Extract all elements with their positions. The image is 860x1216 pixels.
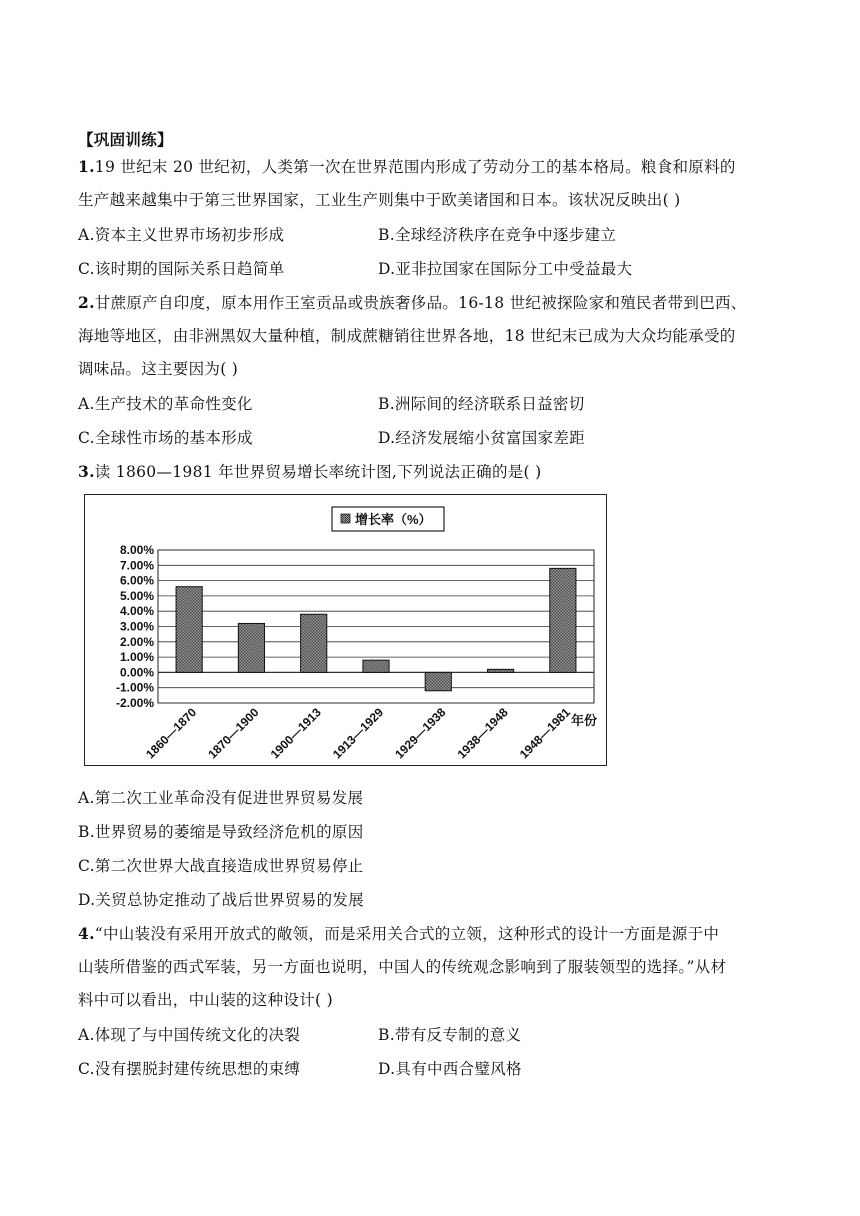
q3-option-b: B.世界贸易的萎缩是导致经济危机的原因 — [78, 823, 364, 841]
q3-option-d: D.关贸总协定推动了战后世界贸易的发展 — [78, 891, 365, 909]
q2-option-a: A.生产技术的革命性变化 — [78, 395, 253, 413]
q2-line-3: 调味品。这主要因为( ) — [78, 360, 239, 378]
q4-line-1 — [78, 924, 719, 944]
y-tick-label: -2.00% — [115, 696, 154, 710]
q2-line-2: 海地等地区，由非洲黑奴大量种植，制成蔗糖销往世界各地，18 世纪末已成为大众均能承受的 — [78, 327, 736, 345]
q1-text-1: 19 世纪末 20 世纪初，人类第一次在世界范围内形成了劳动分工的基本格局。粮食和原料的 — [94, 158, 736, 176]
q1-option-c: C.该时期的国际关系日趋简单 — [78, 260, 285, 278]
q2-text-1: 甘蔗原产自印度，原本用作王室贡品或贵族奢侈品。16-18 世纪被探险家和殖民者带到巴西、 — [94, 294, 747, 312]
x-tick-label: 1938—1948 — [454, 705, 511, 762]
q3-number: 3. — [78, 462, 95, 481]
x-tick-label: 1900—1913 — [267, 705, 324, 762]
x-tick-label: 1948—1981 — [516, 705, 573, 762]
chart-grid — [158, 550, 594, 703]
y-tick-label: 2.00% — [119, 634, 154, 649]
x-axis-label: 年份 — [571, 713, 598, 728]
bar-1938—1948 — [487, 669, 513, 672]
q4-option-a: A.体现了与中国传统文化的决裂 — [78, 1026, 301, 1044]
bar-1948—1981 — [550, 568, 576, 672]
q2-option-b: B.洲际间的经济联系日益密切 — [378, 395, 585, 413]
section-heading: 【巩固训练】 — [78, 130, 173, 149]
bar-1900—1913 — [301, 614, 327, 672]
q1-line-1 — [78, 157, 736, 177]
y-tick-label: 0.00% — [119, 665, 154, 680]
chart-legend — [332, 507, 444, 531]
bar-1870—1900 — [238, 623, 264, 672]
q1-option-b: B.全球经济秩序在竞争中逐步建立 — [378, 226, 617, 244]
q2-line-1 — [78, 293, 747, 313]
q4-option-c: C.没有摆脱封建传统思想的束缚 — [78, 1060, 301, 1078]
q3-line — [78, 462, 541, 482]
x-tick-label: 1913—1929 — [329, 705, 387, 762]
q2-number: 2. — [78, 293, 95, 312]
y-tick-label: 1.00% — [119, 650, 154, 665]
q1-option-d: D.亚非拉国家在国际分工中受益最大 — [378, 260, 633, 278]
q4-option-d: D.具有中西合璧风格 — [378, 1060, 522, 1078]
y-tick-label: 5.00% — [119, 588, 154, 603]
y-tick-label: -1.00% — [115, 680, 154, 695]
bar-1860—1870 — [176, 587, 202, 673]
q4-line-2: 山装所借鉴的西式军装，另一方面也说明，中国人的传统观念影响到了服装领型的选择。”从材 — [78, 958, 727, 976]
q3-option-c: C.第二次世界大战直接造成世界贸易停止 — [78, 857, 364, 875]
q1-number: 1. — [78, 157, 95, 176]
q4-number: 4. — [78, 924, 95, 943]
q4-text-1: “中山装没有采用开放式的敞领，而是采用关合式的立领，这种形式的设计一方面是源于中 — [94, 925, 720, 943]
y-tick-label: 6.00% — [119, 573, 154, 588]
x-tick-label: 1929—1938 — [392, 705, 449, 762]
legend-label: 增长率（%） — [355, 512, 432, 527]
y-tick-label: 3.00% — [119, 619, 154, 634]
trade-growth-chart — [84, 494, 607, 766]
y-tick-label: 8.00% — [119, 543, 154, 557]
y-tick-label: 4.00% — [119, 604, 154, 619]
q3-text: 读 1860—1981 年世界贸易增长率统计图,下列说法正确的是( ) — [94, 463, 542, 481]
x-axis — [143, 705, 573, 761]
x-tick-label: 1860—1870 — [143, 705, 200, 762]
bar-1913—1929 — [363, 660, 389, 672]
q4-line-3: 料中可以看出，中山装的这种设计( ) — [78, 991, 333, 1009]
y-axis — [116, 543, 154, 710]
q2-option-d: D.经济发展缩小贫富国家差距 — [378, 429, 586, 447]
legend-swatch — [341, 514, 350, 523]
chart-svg — [85, 495, 605, 764]
q4-option-b: B.带有反专制的意义 — [378, 1026, 522, 1044]
q3-option-a: A.第二次工业革命没有促进世界贸易发展 — [78, 789, 364, 807]
x-tick-label: 1870—1900 — [205, 705, 262, 762]
q2-option-c: C.全球性市场的基本形成 — [78, 429, 253, 447]
q1-line-2: 生产越来越集中于第三世界国家，工业生产则集中于欧美诸国和日本。该状况反映出( ) — [78, 191, 681, 209]
bar-1929—1938 — [425, 672, 451, 690]
y-tick-label: 7.00% — [119, 558, 154, 573]
q1-option-a: A.资本主义世界市场初步形成 — [78, 226, 285, 244]
